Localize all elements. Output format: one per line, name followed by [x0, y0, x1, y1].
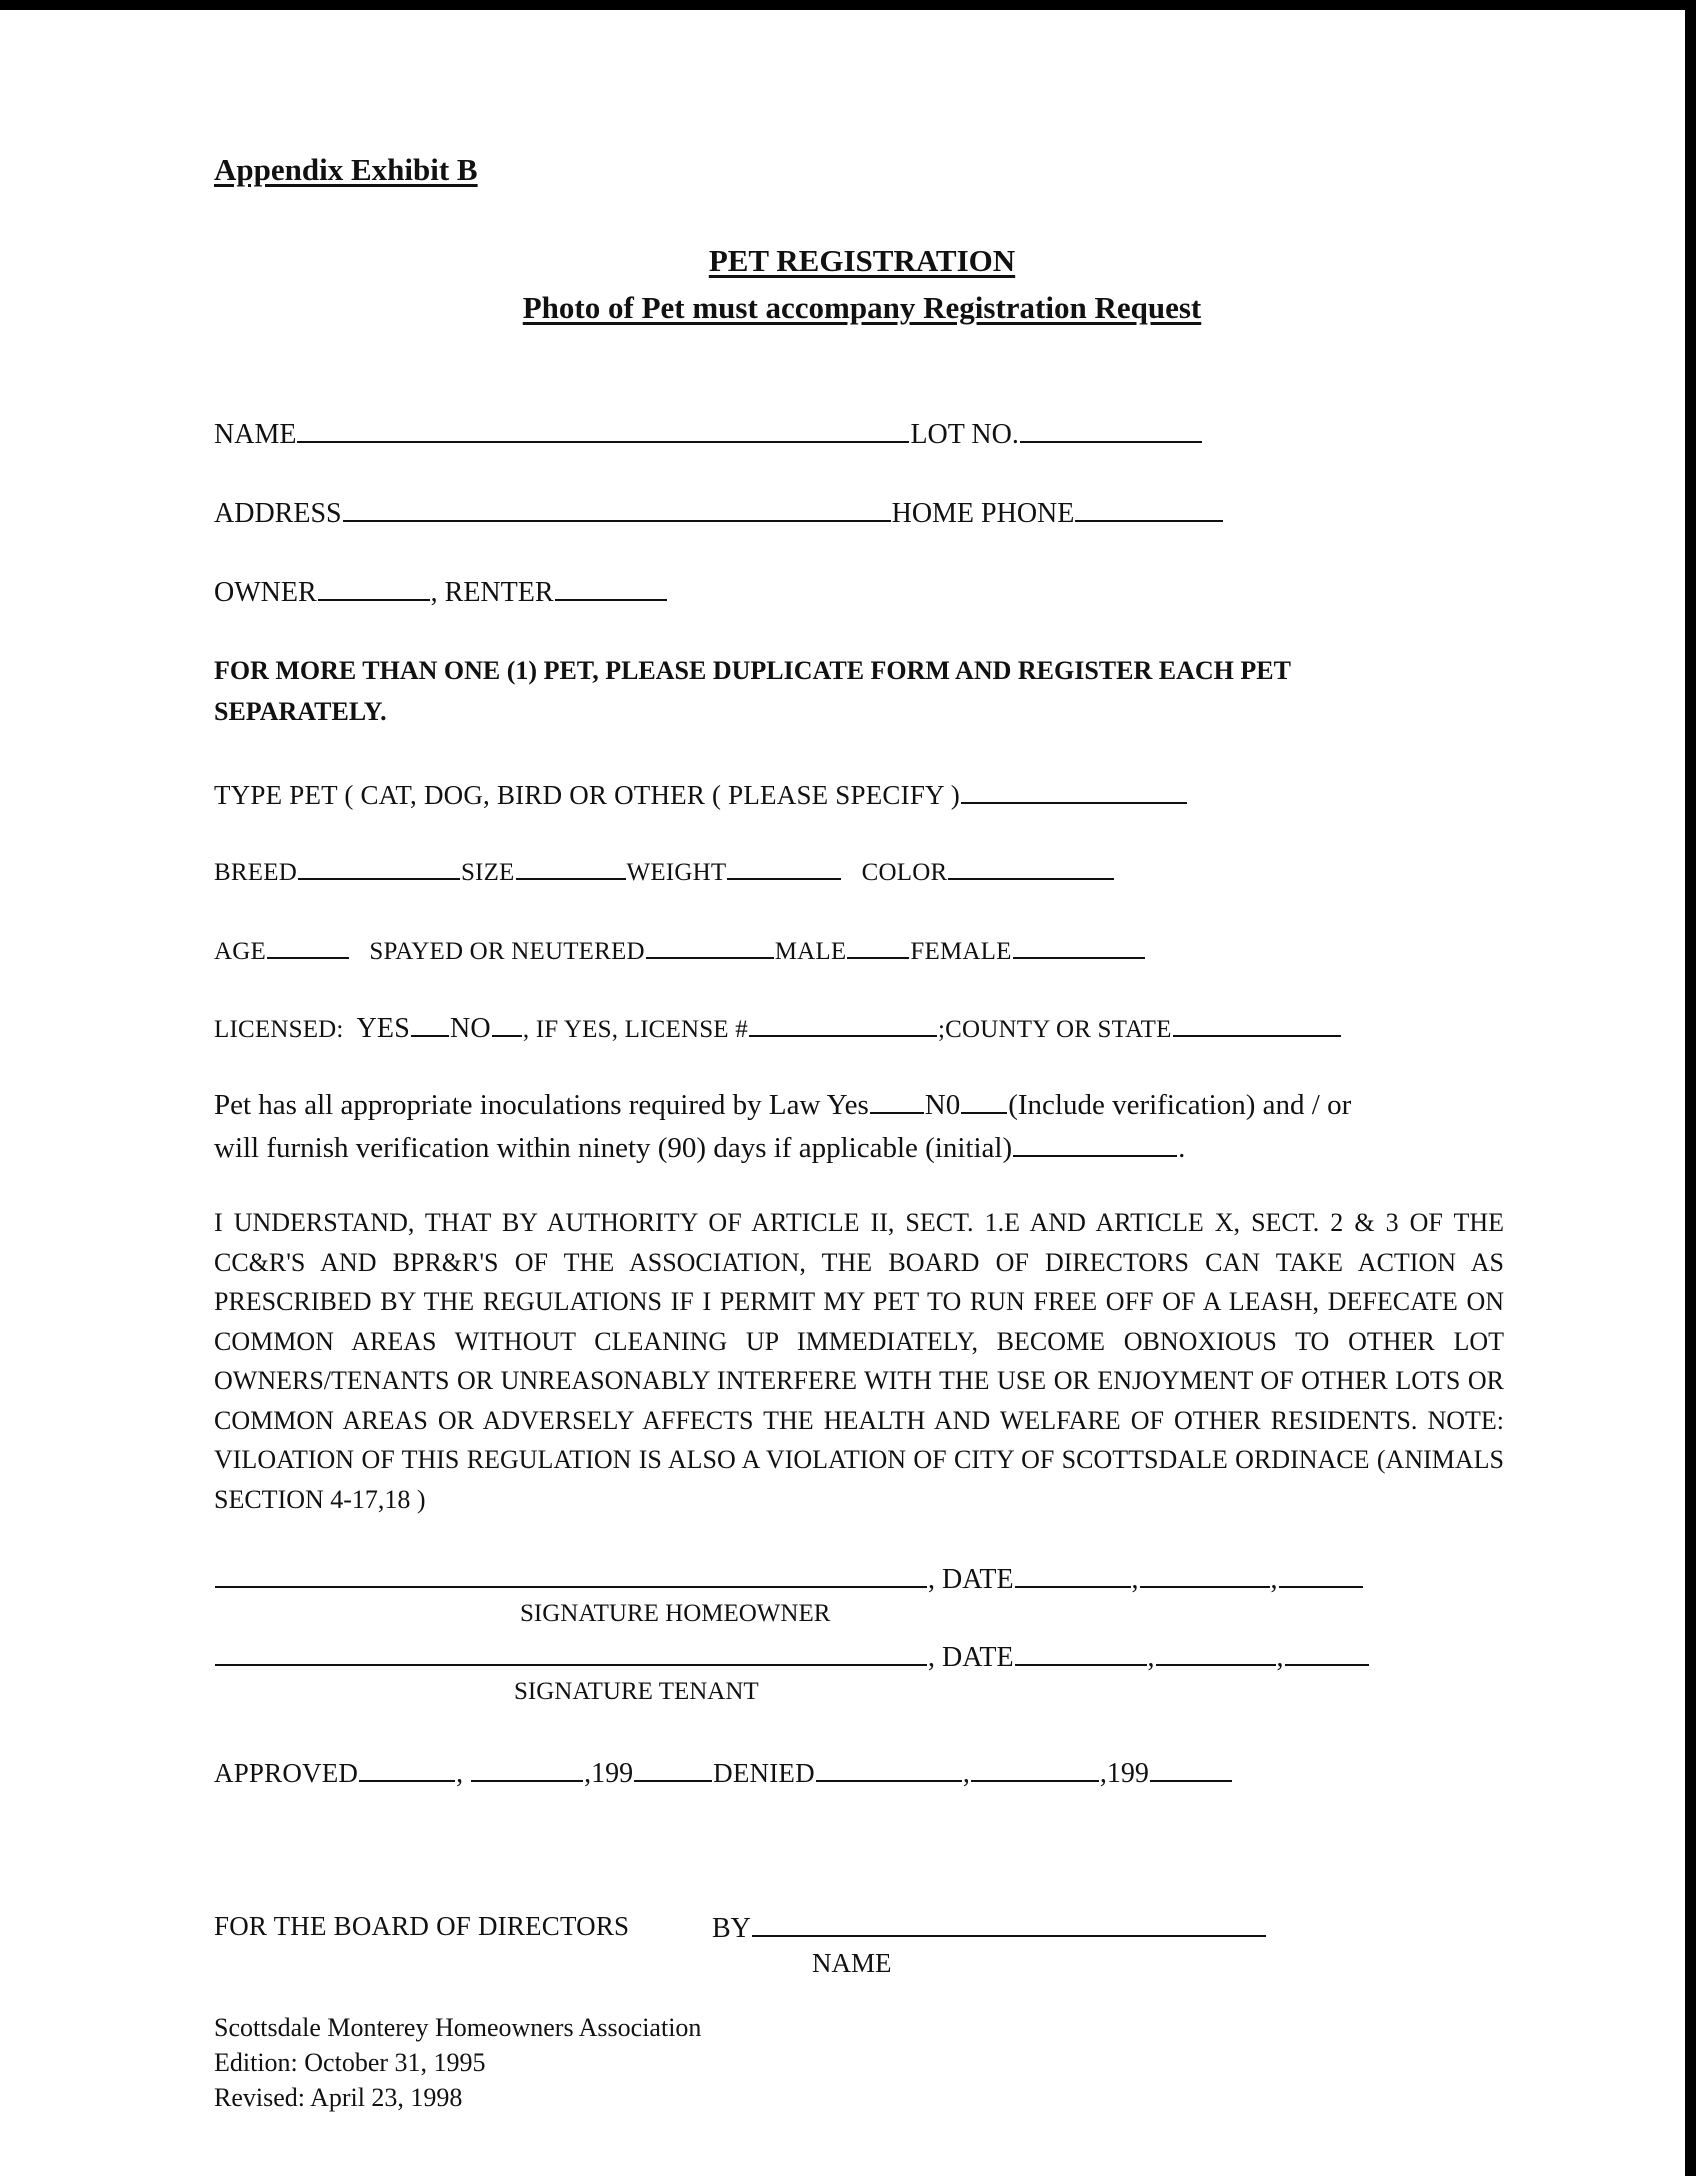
- tenant-date-year-field[interactable]: [1285, 1636, 1369, 1666]
- licensed-label: LICENSED:: [214, 1016, 344, 1043]
- size-label: SIZE: [460, 859, 515, 886]
- female-field[interactable]: [1013, 932, 1145, 959]
- male-label: MALE: [774, 938, 847, 965]
- address-phone-row: [214, 492, 1224, 530]
- signature-homeowner-caption: SIGNATURE HOMEOWNER: [520, 1600, 831, 1627]
- multi-pet-notice-line1: FOR MORE THAN ONE (1) PET, PLEASE DUPLICATE FORM AND REGISTER EACH PET: [214, 656, 1291, 685]
- denied-year-prefix: ,199: [1099, 1758, 1149, 1789]
- inoculation-text-2: (Include verification) and / or: [1008, 1089, 1352, 1121]
- comma: ,: [1276, 1642, 1284, 1673]
- form-title: PET REGISTRATION: [708, 243, 1016, 278]
- breed-label: BREED: [214, 859, 297, 886]
- type-pet-field[interactable]: [961, 775, 1187, 804]
- licensed-yes-field[interactable]: [411, 1010, 449, 1037]
- no-label: NO: [449, 1013, 491, 1044]
- scan-border-top: [0, 0, 1696, 10]
- footer-revised: Revised: April 23, 1998: [214, 2083, 463, 2112]
- homeowner-date-month-field[interactable]: [1015, 1558, 1131, 1588]
- name-field[interactable]: [297, 413, 909, 443]
- yes-label: YES: [356, 1013, 410, 1044]
- form-subtitle: Photo of Pet must accompany Registration Request: [522, 290, 1202, 325]
- comma: ,: [1147, 1642, 1155, 1673]
- date-label: , DATE: [928, 1564, 1014, 1595]
- date-label: , DATE: [928, 1642, 1014, 1673]
- approved-month-field[interactable]: [359, 1752, 455, 1782]
- color-label: COLOR: [861, 859, 948, 886]
- license-number-field[interactable]: [749, 1010, 937, 1037]
- inoculation-no-field[interactable]: [961, 1083, 1007, 1114]
- type-pet-row: [214, 775, 1188, 811]
- inoculation-yes-field[interactable]: [870, 1083, 924, 1114]
- if-yes-label: , IF YES, LICENSE #: [522, 1016, 748, 1043]
- name-label: NAME: [214, 419, 297, 450]
- footer-org: Scottsdale Monterey Homeowners Association: [214, 2013, 702, 2042]
- inoculation-line2: [214, 1126, 1504, 1169]
- separator: ,: [430, 577, 445, 608]
- spayed-label: SPAYED OR NEUTERED: [369, 938, 645, 965]
- board-label: FOR THE BOARD OF DIRECTORS: [214, 1911, 630, 1941]
- county-state-field[interactable]: [1173, 1010, 1341, 1037]
- period: .: [1178, 1132, 1186, 1164]
- renter-field[interactable]: [555, 571, 667, 601]
- homeowner-date-year-field[interactable]: [1279, 1558, 1363, 1588]
- breed-row: [214, 853, 1115, 887]
- owner-renter-row: [214, 571, 668, 609]
- female-label: FEMALE: [910, 938, 1012, 965]
- tenant-date-day-field[interactable]: [1156, 1636, 1276, 1666]
- tenant-signature-field[interactable]: [215, 1636, 927, 1666]
- name-caption: NAME: [812, 1948, 892, 1978]
- owner-field[interactable]: [318, 571, 430, 601]
- address-label: ADDRESS: [214, 498, 342, 529]
- inoculation-text: Pet has all appropriate inoculations required by Law Yes: [214, 1089, 869, 1121]
- comma: ,: [456, 1758, 464, 1789]
- weight-field[interactable]: [727, 853, 841, 880]
- signature-tenant-caption: SIGNATURE TENANT: [514, 1678, 759, 1705]
- inoculation-line1: [214, 1083, 1504, 1126]
- board-member-name-field[interactable]: [752, 1907, 1266, 1937]
- tenant-date-month-field[interactable]: [1015, 1636, 1147, 1666]
- renter-label: RENTER: [444, 577, 554, 608]
- denied-month-field[interactable]: [816, 1752, 962, 1782]
- multi-pet-notice-line2: SEPARATELY.: [214, 697, 387, 726]
- board-by-row: [712, 1907, 1267, 1945]
- address-field[interactable]: [343, 492, 891, 522]
- denied-day-field[interactable]: [971, 1752, 1099, 1782]
- appendix-title: Appendix Exhibit B: [214, 152, 478, 187]
- homeowner-date-day-field[interactable]: [1140, 1558, 1270, 1588]
- inoculation-text-3: will furnish verification within ninety (90) days if applicable (initial): [214, 1132, 1013, 1164]
- spayed-field[interactable]: [646, 932, 774, 959]
- comma: ,: [1270, 1564, 1278, 1595]
- agreement-paragraph: I UNDERSTAND, THAT BY AUTHORITY OF ARTICLE II, SECT. 1.E AND ARTICLE X, SECT. 2 & 3 OF THE CC&R'S AND BPR&R'S OF THE ASSOCIATION, THE BOARD OF DIRECTORS CAN TAKE ACTION AS PRESCRIBED BY THE REGULATIONS IF I PERMIT MY PET TO RUN FREE OFF OF A LEASH, DEFECATE ON COMMON AREAS WITHOUT CLEANING UP IMMEDIATELY, BECOME OBNOXIOUS TO OTHER LOT OWNERS/TENANTS OR UNREASONABLY INTERFERE WITH THE USE OR ENJOYMENT OF OTHER LOTS OR COMMON AREAS OR ADVERSELY AFFECTS THE HEALTH AND WELFARE OF OTHER RESIDENTS. NOTE: VILOATION OF THIS REGULATION IS ALSO A VIOLATION OF CITY OF SCOTTSDALE ORDINACE (ANIMALS SECTION 4-17,18 ): [214, 1208, 1504, 1514]
- footer: [214, 2010, 701, 2115]
- approved-year-prefix: ,199: [584, 1758, 634, 1789]
- name-lot-row: [214, 413, 1203, 451]
- county-label: ;COUNTY OR STATE: [937, 1016, 1172, 1043]
- age-label: AGE: [214, 938, 266, 965]
- owner-label: OWNER: [214, 577, 317, 608]
- color-field[interactable]: [948, 853, 1114, 880]
- lot-label: LOT NO.: [910, 419, 1019, 450]
- licensed-no-field[interactable]: [492, 1010, 522, 1037]
- tenant-signature-row: [214, 1636, 1370, 1674]
- approved-day-field[interactable]: [471, 1752, 583, 1782]
- denied-year-field[interactable]: [1150, 1752, 1232, 1782]
- approval-row: [214, 1752, 1233, 1790]
- lot-field[interactable]: [1020, 413, 1202, 443]
- type-pet-label: TYPE PET ( CAT, DOG, BIRD OR OTHER ( PLEASE SPECIFY ): [214, 780, 960, 810]
- inoculation-no-label: N0: [924, 1089, 961, 1121]
- scan-border-right: [1685, 0, 1696, 2176]
- size-field[interactable]: [516, 853, 626, 880]
- approved-year-field[interactable]: [634, 1752, 712, 1782]
- licensed-row: [214, 1010, 1342, 1045]
- footer-edition: Edition: October 31, 1995: [214, 2048, 486, 2077]
- age-row: [214, 932, 1146, 966]
- comma: ,: [1131, 1564, 1139, 1595]
- age-field[interactable]: [267, 932, 349, 959]
- breed-field[interactable]: [298, 853, 460, 880]
- by-label: BY: [712, 1913, 751, 1944]
- initial-field[interactable]: [1013, 1126, 1177, 1157]
- male-field[interactable]: [847, 932, 909, 959]
- home-phone-label: HOME PHONE: [891, 498, 1075, 529]
- approved-label: APPROVED: [214, 1758, 359, 1788]
- homeowner-signature-field[interactable]: [215, 1558, 927, 1588]
- comma: ,: [962, 1758, 970, 1789]
- denied-label: DENIED: [713, 1758, 815, 1788]
- homeowner-signature-row: [214, 1558, 1364, 1596]
- inoculation-paragraph: [214, 1083, 1504, 1169]
- home-phone-field[interactable]: [1075, 492, 1223, 522]
- weight-label: WEIGHT: [626, 859, 727, 886]
